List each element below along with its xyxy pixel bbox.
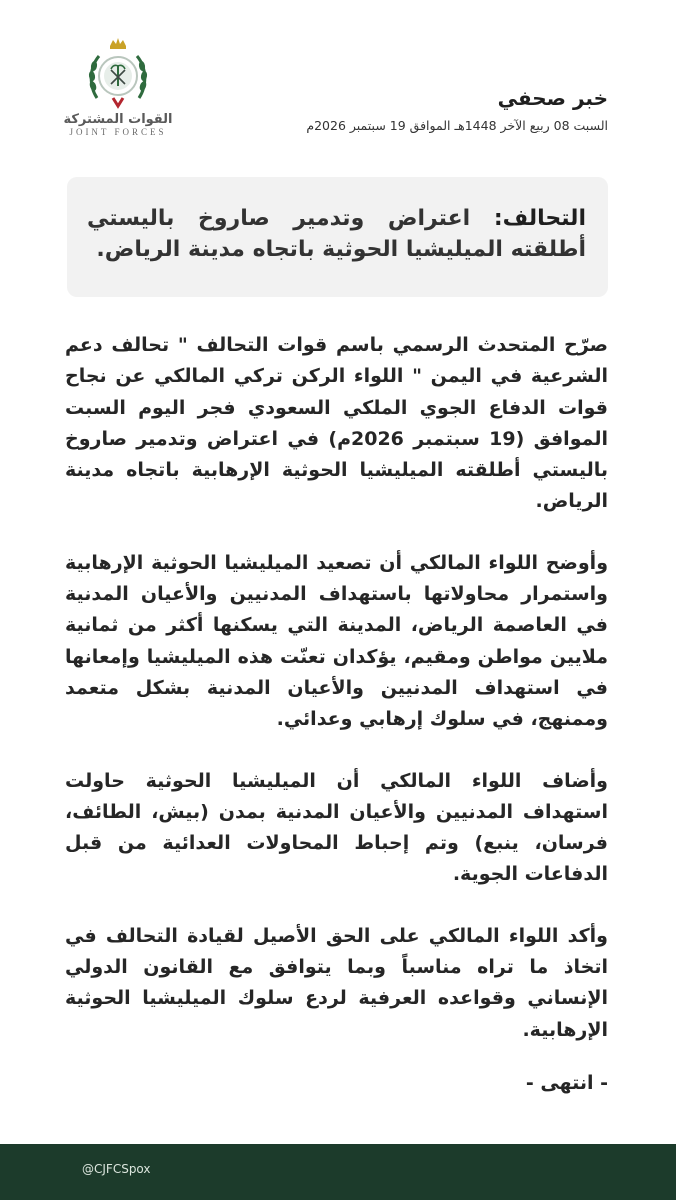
headline-text: اعتراض وتدمير صاروخ باليستي أطلقته الميليشيا الحوثية باتجاه مدينة الرياض. xyxy=(87,206,586,262)
logo-arabic-text: القوات المشتركة xyxy=(63,112,173,127)
headline xyxy=(87,203,586,265)
twitter-handle[interactable]: @CJFCSpox xyxy=(82,1162,151,1176)
joint-forces-logo xyxy=(58,36,178,146)
document-type: خبر صحفي xyxy=(497,86,608,110)
headline-prefix: التحالف: xyxy=(493,206,586,231)
footer-bar xyxy=(0,1144,676,1200)
article-body xyxy=(65,330,608,1094)
document-date: السبت 08 ربيع الآخر 1448هـ الموافق 19 سبتمبر 2026م xyxy=(306,118,608,133)
paragraph-3: وأضاف اللواء المالكي أن الميليشيا الحوثية حاولت استهداف المدنيين والأعيان المدنية بمدن (بيش، الطائف، فرسان، ينبع) وتم إحباط المحاولات العدائية من قبل الدفاعات الجوية. xyxy=(65,769,608,886)
emblem-icon xyxy=(83,36,153,112)
end-marker: - انتهى - xyxy=(525,1071,608,1094)
headline-box xyxy=(67,177,608,297)
paragraph-2: وأوضح اللواء المالكي أن تصعيد الميليشيا الحوثية الإرهابية واستمرار محاولاتها باستهداف المدنيين والأعيان المدنية في العاصمة الرياض، المدينة التي يسكنها أكثر من ثمانية ملايين مواطن ومقيم، يؤكدان تعنّت هذه الميليشيا وإمعانها في استهداف المدنيين والأعيان المدنية بشكل متعمد وممنهج، في سلوك إرهابي وعدائي. xyxy=(65,551,608,731)
paragraph-4: وأكد اللواء المالكي على الحق الأصيل لقيادة التحالف في اتخاذ ما تراه مناسباً وبما يتوافق مع القانون الدولي الإنساني وقواعده العرفية لردع سلوك الميليشيا الحوثية الإرهابية. xyxy=(65,924,608,1041)
page-header xyxy=(0,0,676,160)
paragraph-1: صرّح المتحدث الرسمي باسم قوات التحالف " تحالف دعم الشرعية في اليمن " اللواء الركن تركي المالكي عن نجاح قوات الدفاع الجوي الملكي السعودي فجر اليوم السبت الموافق (19 سبتمبر 2026م) في اعتراض وتدمير صاروخ باليستي أطلقته الميليشيا الحوثية الإرهابية باتجاه مدينة الرياض. xyxy=(65,334,608,513)
logo-english-text: JOINT FORCES xyxy=(69,127,167,137)
